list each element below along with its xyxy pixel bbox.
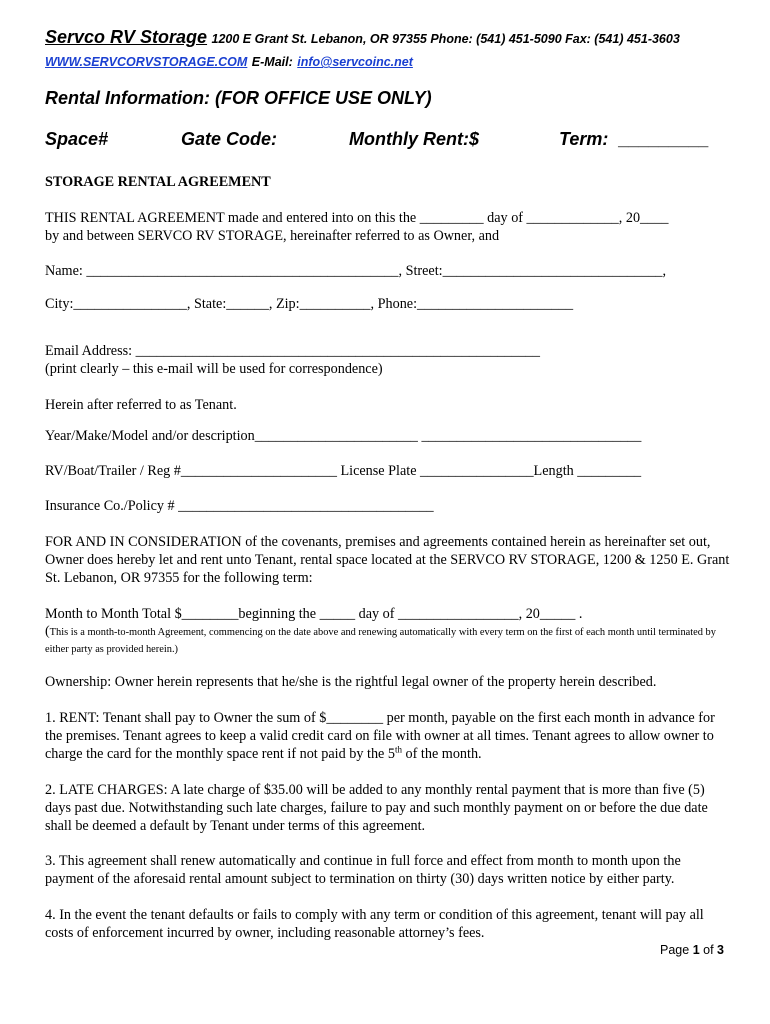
company-address: 1200 E Grant St. Lebanon, OR 97355 Phone: (541) 451-5090 Fax: (541) 451-3603 — [211, 32, 680, 46]
consideration-paragraph: FOR AND IN CONSIDERATION of the covenants, premises and agreements contained herein as hereinafter set out, Owner does hereby let and rent unto Tenant, rental space located at the SERVCO RV STORAGE, 1200 & 1250 E. Grant St. Lebanon, OR 97355 for the following term: — [45, 534, 730, 586]
page-current: 1 — [692, 943, 700, 957]
website-link[interactable]: WWW.SERVCORVSTORAGE.COM — [45, 55, 248, 69]
term-label: Term: — [559, 129, 609, 149]
space-number-label: Space# — [45, 129, 109, 149]
rent-clause — [45, 709, 730, 763]
email-label: E-Mail: — [251, 55, 293, 69]
office-fields-row — [45, 129, 710, 150]
default-clause: 4. In the event the tenant defaults or fails to comply with any term or condition of this agreement, tenant will pay all costs of enforcement incurred by owner, including reasonable attorney’s fees. — [45, 907, 704, 941]
monthly-rent-label: Monthly Rent:$ — [349, 129, 479, 149]
gate-code-label: Gate Code: — [181, 129, 278, 149]
name-street-field: Name: ____________________________________________, Street:_______________________________, — [45, 263, 667, 279]
rent-clause-end: of the month. — [402, 746, 482, 762]
page-word: Page — [660, 943, 690, 957]
registration-field: RV/Boat/Trailer / Reg #______________________ License Plate ________________Length _________ — [45, 463, 642, 479]
company-name: Servco RV Storage — [45, 27, 208, 47]
month-to-month-field: Month to Month Total $________beginning the _____ day of _________________, 20_____ . — [45, 606, 583, 622]
month-to-month-note — [45, 623, 735, 658]
rent-clause-text: 1. RENT: Tenant shall pay to Owner the sum of $________ per month, payable on the first each month in advance for the premises. Tenant agrees to keep a valid credit card on file with owner at all times. Tenant agrees to allow owner to charge the card for the monthly space rent if not paid by the 5 — [45, 710, 715, 762]
late-charges-clause: 2. LATE CHARGES: A late charge of $35.00 will be added to any monthly rental payment that is more than five (5) days past due. Notwithstanding such late charges, failure to pay and such monthly payment on or before the due date shall be deemed a default by Tenant under terms of this agreement. — [45, 782, 708, 834]
insurance-field: Insurance Co./Policy # ____________________________________ — [45, 498, 434, 514]
city-state-zip-field: City:________________, State:______, Zip:__________, Phone:______________________ — [45, 296, 574, 312]
month-note-lead: ( — [45, 624, 50, 639]
term-blank: _________ — [619, 129, 710, 149]
ownership-paragraph: Ownership: Owner herein represents that he/she is the rightful legal owner of the property herein described. — [45, 674, 657, 690]
month-note-text: This is a month-to-month Agreement, commencing on the date above and renewing automatically with every term on the first of each month until terminated by either party as provided herein.) — [45, 627, 716, 655]
vehicle-description-field: Year/Make/Model and/or description_______________________ _______________________________ — [45, 428, 642, 444]
intro-line-1: THIS RENTAL AGREEMENT made and entered into on this the _________ day of _____________, 20____ — [45, 210, 669, 226]
of-word: of — [703, 943, 714, 957]
page-number — [660, 943, 724, 957]
contact-line — [45, 53, 413, 71]
email-note: (print clearly – this e-mail will be used for correspondence) — [45, 361, 383, 377]
email-link[interactable]: info@servcoinc.net — [297, 55, 413, 69]
letterhead — [45, 27, 680, 48]
agreement-heading: STORAGE RENTAL AGREEMENT — [45, 174, 271, 190]
office-section-title: Rental Information: (FOR OFFICE USE ONLY) — [45, 88, 432, 108]
renewal-clause: 3. This agreement shall renew automatically and continue in full force and effect from month to month upon the payment of the aforesaid rental amount subject to termination on thirty (30) days written notice by either party. — [45, 853, 681, 887]
tenant-line: Herein after referred to as Tenant. — [45, 397, 237, 413]
rent-clause-sup: th — [394, 744, 402, 755]
email-address-field: Email Address: _________________________________________________________ — [45, 343, 540, 359]
intro-line-2: by and between SERVCO RV STORAGE, hereinafter referred to as Owner, and — [45, 228, 500, 244]
page-total: 3 — [717, 943, 724, 957]
